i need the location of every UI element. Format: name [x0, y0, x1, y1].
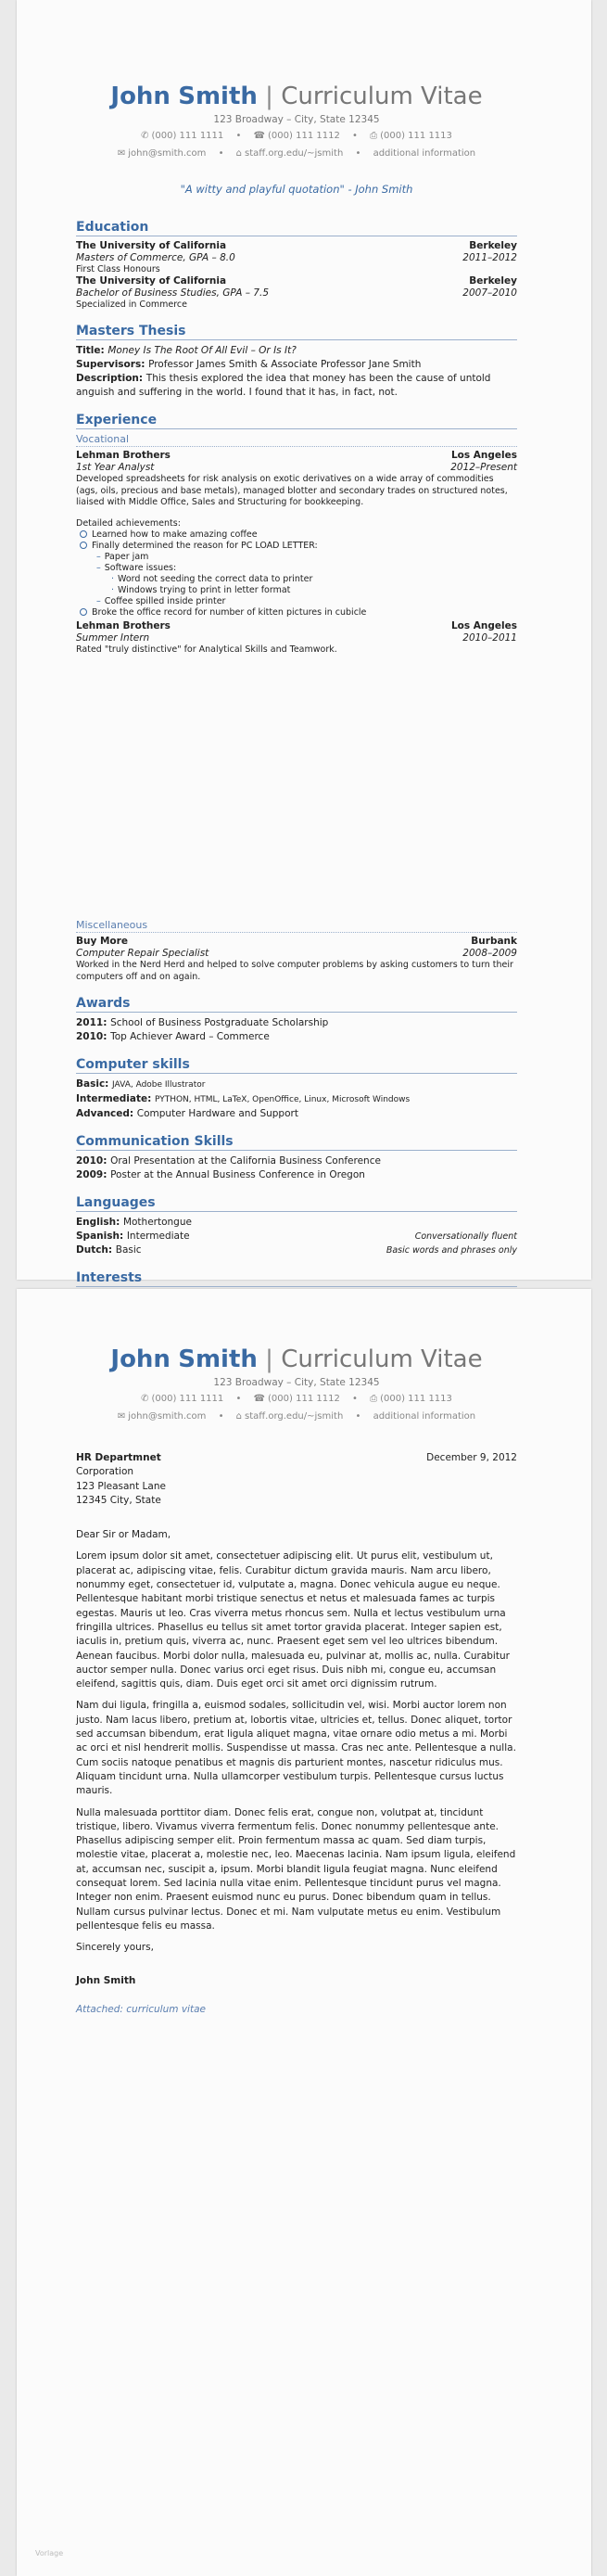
- letter-signature: John Smith: [76, 1974, 136, 1986]
- edu-row: [76, 252, 517, 264]
- edu-row: [76, 275, 517, 287]
- bullet-separator: •: [218, 1411, 224, 1422]
- dash-bullet-icon: ·: [111, 573, 115, 584]
- job-row: [76, 936, 517, 948]
- job-dates: 2008–2009: [462, 948, 517, 959]
- subsection-title: Vocational: [76, 433, 517, 447]
- achievements-list: [76, 518, 517, 618]
- phone-mobile: (000) 111 1111: [151, 131, 224, 141]
- job-role: Computer Repair Specialist: [76, 948, 209, 959]
- letter-date: December 9, 2012: [426, 1452, 517, 1463]
- job-row: [76, 948, 517, 960]
- skill-row: Basic: JAVA, Adobe Illustrator: [76, 1078, 206, 1090]
- cv-header: [76, 82, 517, 160]
- email-link[interactable]: john@smith.com: [128, 148, 207, 159]
- subsection-title: Miscellaneous: [76, 919, 517, 933]
- award-row: 2011: School of Business Postgraduate Scholarship: [76, 1017, 329, 1028]
- letter-opening: Dear Sir or Madam,: [76, 1529, 171, 1541]
- recipient-name: HR Departmnet: [76, 1452, 161, 1463]
- job-row: [76, 632, 517, 644]
- document-title: Curriculum Vitae: [281, 1345, 483, 1373]
- description-value: This thesis explored the idea that money has been the cause of untold anguish and suffering in the world. I found that it has, in fact, not.: [76, 373, 491, 398]
- website-link[interactable]: staff.org.edu/~jsmith: [245, 148, 344, 159]
- list-item: Learned how to make amazing coffee: [76, 529, 517, 541]
- recipient-block: [76, 1451, 517, 1508]
- job-role: 1st Year Analyst: [76, 462, 155, 473]
- website-link[interactable]: staff.org.edu/~jsmith: [245, 1411, 344, 1422]
- job-description: Worked in the Nerd Herd and helped to solve computer problems by asking customers to turn their computers off and on again.: [76, 960, 513, 982]
- edu-org: The University of California: [76, 275, 227, 287]
- thesis-supervisors-row: Supervisors: Professor James Smith & Associate Professor Jane Smith: [76, 359, 422, 370]
- edu-dates: 2011–2012: [462, 252, 517, 263]
- fax-icon: ⎙: [370, 131, 378, 141]
- bullet-separator: •: [235, 1394, 242, 1404]
- list-item: · Word not seeding the correct data to printer: [111, 573, 313, 584]
- email-icon: ✉: [117, 1411, 126, 1422]
- languages-section: [76, 1195, 517, 1257]
- language-row: English: Mothertongue: [76, 1217, 192, 1228]
- letter-content: [76, 1345, 517, 2024]
- edu-note: Specialized in Commerce: [76, 300, 187, 310]
- letter-paragraph: Nam dui ligula, fringilla a, euismod sodales, sollicitudin vel, wisi. Morbi auctor lorem non justo. Nam lacus libero, pretium at, lobortis vitae, ultricies et, tellus. Donec aliquet, tortor sed accumsan bibendum, erat ligula aliquet magna, vitae ornare odio metus a mi. Morbi ac orci et nisl hendrerit mollis. Suspendisse ut massa. Cras nec ante. Pellentesque a nulla. Cum sociis natoque penatibus et magnis dis parturient montes, nascetur ridiculus mus. Aliquam tincidunt urna. Nulla ullamcorper vestibulum turpis. Pellentesque cursus luctus mauris.: [76, 1700, 516, 1797]
- dash-bullet-icon: ·: [111, 584, 115, 595]
- circle-bullet-icon: [80, 530, 87, 538]
- circle-bullet-icon: [80, 542, 87, 549]
- edu-row: [76, 240, 517, 252]
- achievements-label: Detailed achievements:: [76, 517, 181, 529]
- job-place: Burbank: [471, 936, 517, 947]
- communication-row: 2009: Poster at the Annual Business Conference in Oregon: [76, 1169, 365, 1180]
- job-org: Lehman Brothers: [76, 619, 171, 631]
- phone-mobile: (000) 111 1111: [151, 1394, 224, 1404]
- edu-place: Berkeley: [469, 240, 517, 251]
- letter-attachment: Attached: curriculum vitae: [76, 2003, 206, 2015]
- section-title: Education: [76, 220, 517, 236]
- job-dates: 2012–Present: [450, 462, 517, 473]
- language-row: Dutch: Basic Basic words and phrases only: [76, 1244, 517, 1256]
- list-item: – Software issues:: [96, 562, 177, 573]
- dash-bullet-icon: –: [96, 551, 101, 562]
- email-icon: ✉: [117, 148, 126, 159]
- last-name: Smith: [178, 83, 258, 110]
- list-item: Broke the office record for number of kitten pictures in cubicle: [76, 607, 517, 618]
- thesis-title-label: Title: [76, 345, 101, 356]
- job-org: Lehman Brothers: [76, 450, 171, 461]
- bullet-separator: •: [218, 148, 224, 159]
- circle-bullet-icon: [80, 608, 87, 616]
- communication-row: 2010: Oral Presentation at the California Business Conference: [76, 1155, 381, 1167]
- letter-body: [76, 1451, 517, 2017]
- section-title: Masters Thesis: [76, 324, 517, 340]
- list-item: – Paper jam: [96, 551, 149, 562]
- awards-section: [76, 996, 517, 1044]
- cv-page: [17, 0, 591, 1285]
- list-item: – Coffee spilled inside printer: [96, 595, 226, 606]
- job-description: Rated "truly distinctive" for Analytical Skills and Teamwork.: [76, 644, 337, 655]
- phone-icon: ☎: [253, 131, 266, 141]
- job-place: Los Angeles: [450, 619, 517, 631]
- letter-paragraph: Lorem ipsum dolor sit amet, consectetuer adipiscing elit. Ut purus elit, vestibulum ut, placerat ac, adipiscing vitae, felis. Curabitur dictum gravida mauris. Nam arcu libero, nonummy eget, consectetuer id, vulputate a, magna. Donec vehicula augue eu neque. Pellentesque habitant morbi tristique senectus et netus et malesuada fames ac turpis egestas. Mauris ut leo. Cras viverra metus rhoncus sem. Nulla et lectus vestibulum urna fringilla ultrices. Phasellus eu tellus sit amet tortor gravida placerat. Integer sapien est, iaculis in, pretium quis, viverra ac, nunc. Praesent eget sem vel leo ultrices bibendum. Aenean faucibus. Morbi dolor nulla, malesuada eu, pulvinar at, mollis ac, nulla. Curabitur auctor semper nulla. Donec varius orci eget risus. Duis nibh mi, congue eu, accumsan eleifend, sagittis quis, diam. Duis eget orci sit amet orci dignissim rutrum.: [76, 1550, 510, 1690]
- skill-row: Advanced: Computer Hardware and Support: [76, 1108, 298, 1119]
- thesis-description-row: Description: This thesis explored the idea that money has been the cause of untold anguish and suffering in the world. I found that it has, in fact, not.: [76, 373, 491, 398]
- job-row: [76, 450, 517, 462]
- job-place: Los Angeles: [450, 450, 517, 461]
- mobile-icon: ✆: [141, 1394, 149, 1404]
- job-description: Developed spreadsheets for risk analysis on exotic derivatives on a wide array of commodities (ags, oils, precious and base metals), managed blotter and secondary trades on structured notes, liaised with Middle Office, Sales and Structuring for bookkeeping.: [76, 474, 508, 507]
- list-item: · Windows trying to print in letter format: [111, 584, 291, 595]
- experience-section: [76, 413, 517, 983]
- home-icon: ⌂: [235, 148, 243, 159]
- edu-degree: Masters of Commerce, GPA – 8.0: [76, 252, 235, 263]
- description-label: Description: [76, 373, 139, 384]
- contacts-line-1: [76, 130, 517, 143]
- additional-info: additional information: [373, 148, 476, 159]
- phone-fixed: (000) 111 1112: [268, 1394, 340, 1404]
- quotation: "A witty and playful quotation" - John Smith: [180, 183, 413, 196]
- job-role: Summer Intern: [76, 631, 150, 644]
- bullet-separator: •: [355, 1411, 361, 1422]
- contacts-line-2: [76, 1410, 517, 1423]
- bullet-separator: •: [352, 131, 358, 141]
- supervisors-label: Supervisors: [76, 359, 142, 370]
- address: 123 Broadway – City, State 12345: [213, 1377, 380, 1388]
- list-item: Finally determined the reason for PC LOAD LETTER:: [76, 541, 517, 552]
- home-icon: ⌂: [235, 1411, 243, 1422]
- section-title: Interests: [76, 1270, 517, 1287]
- letter-paragraph: Nulla malesuada porttitor diam. Donec felis erat, congue non, volutpat at, tincidunt tristique, libero. Vivamus viverra fermentum felis. Donec nonummy pellentesque ante. Phasellus adipiscing semper elit. Proin fermentum massa ac quam. Sed diam turpis, molestie vitae, placerat a, molestie nec, leo. Maecenas lacinia. Nam ipsum ligula, eleifend at, accumsan nec, suscipit a, ipsum. Morbi blandit ligula feugiat magna. Nunc eleifend consequat lorem. Sed lacinia nulla vitae enim. Pellentesque tincidunt purus vel magna. Integer non enim. Praesent euismod nunc eu purus. Donec bibendum quam in tellus. Nullam cursus pulvinar lectus. Donec et mi. Nam vulputate metus eu enim. Vestibulum pellentesque felis eu massa.: [76, 1806, 516, 1932]
- edu-note: First Class Honours: [76, 264, 160, 274]
- bullet-separator: •: [235, 131, 242, 141]
- job-org: Buy More: [76, 936, 128, 947]
- recipient-org: Corporation: [76, 1466, 134, 1478]
- title-separator: |: [265, 83, 273, 110]
- thesis-title-row: Title: Money Is The Root Of All Evil – Or Is It?: [76, 345, 297, 356]
- cv-content: [76, 82, 517, 1338]
- communication-section: [76, 1134, 517, 1182]
- dash-bullet-icon: –: [96, 562, 101, 573]
- edu-degree: Bachelor of Business Studies, GPA – 7.5: [76, 287, 269, 299]
- email-link[interactable]: john@smith.com: [128, 1411, 207, 1422]
- section-title: Computer skills: [76, 1057, 517, 1074]
- dash-bullet-icon: –: [96, 595, 101, 606]
- document-title: Curriculum Vitae: [281, 83, 483, 110]
- contacts-line-1: [76, 1393, 517, 1406]
- letter-header: [76, 1345, 517, 1423]
- additional-info: additional information: [373, 1411, 476, 1422]
- edu-dates: 2007–2010: [462, 287, 517, 299]
- contacts-line-2: [76, 147, 517, 160]
- award-row: 2010: Top Achiever Award – Commerce: [76, 1031, 270, 1042]
- bullet-separator: •: [352, 1394, 358, 1404]
- section-title: Experience: [76, 413, 517, 429]
- letter-page: [17, 1289, 591, 2576]
- skills-section: [76, 1057, 517, 1121]
- recipient-address-1: 123 Pleasant Lane: [76, 1480, 166, 1492]
- name-line: [76, 82, 517, 111]
- name-line: [76, 1345, 517, 1374]
- supervisors-value: Professor James Smith & Associate Professor Jane Smith: [148, 359, 422, 370]
- language-row: Spanish: Intermediate Conversationally fluent: [76, 1231, 517, 1242]
- thesis-section: [76, 324, 517, 400]
- fax-number: (000) 111 1113: [380, 1394, 452, 1404]
- recipient-address-2: 12345 City, State: [76, 1494, 161, 1506]
- mobile-icon: ✆: [141, 131, 149, 141]
- thesis-title-value: Money Is The Root Of All Evil – Or Is It?: [107, 345, 297, 356]
- job-row: [76, 462, 517, 474]
- last-name: Smith: [178, 1345, 258, 1373]
- fax-icon: ⎙: [370, 1394, 378, 1404]
- watermark: Vorlage: [35, 2549, 64, 2557]
- skill-row: Intermediate: PYTHON, HTML, LaTeX, OpenOffice, Linux, Microsoft Windows: [76, 1093, 411, 1104]
- bullet-separator: •: [355, 148, 361, 159]
- education-section: [76, 220, 517, 311]
- title-separator: |: [265, 1345, 273, 1373]
- edu-place: Berkeley: [469, 275, 517, 287]
- first-name: John: [110, 1345, 171, 1373]
- job-row: [76, 620, 517, 632]
- phone-fixed: (000) 111 1112: [268, 131, 340, 141]
- address: 123 Broadway – City, State 12345: [213, 114, 380, 125]
- section-title: Communication Skills: [76, 1134, 517, 1151]
- section-title: Languages: [76, 1195, 517, 1212]
- first-name: John: [110, 83, 171, 110]
- job-dates: 2010–2011: [462, 631, 517, 644]
- edu-org: The University of California: [76, 240, 227, 251]
- fax-number: (000) 111 1113: [380, 131, 452, 141]
- section-title: Awards: [76, 996, 517, 1013]
- phone-icon: ☎: [253, 1394, 266, 1404]
- edu-row: [76, 287, 517, 300]
- letter-closing: Sincerely yours,: [76, 1942, 154, 1954]
